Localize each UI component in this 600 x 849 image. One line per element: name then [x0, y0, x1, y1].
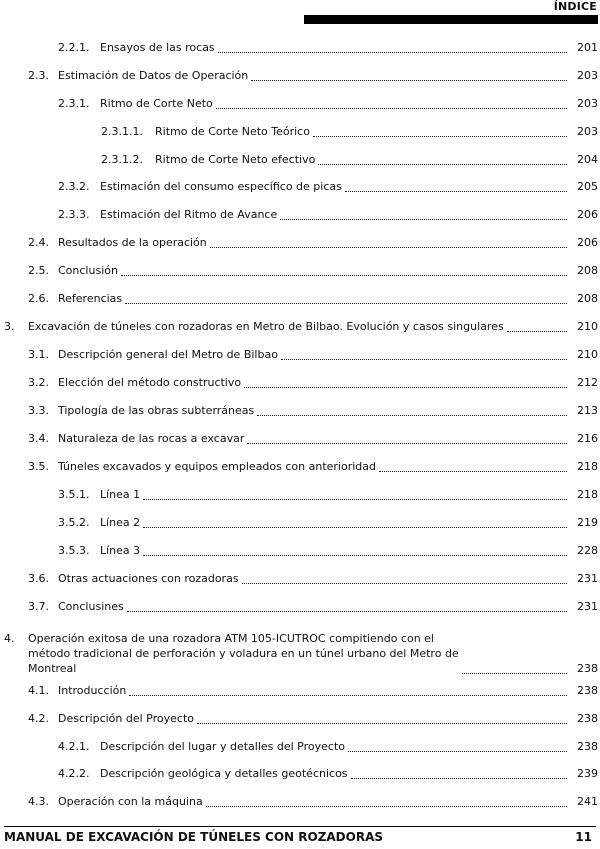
toc-entry-title: Resultados de la operación [58, 236, 207, 249]
dot-leader [197, 713, 567, 724]
toc-entry-title-line: Operación exitosa de una rozadora ATM 105-ICUTROC compitiendo con el [28, 632, 434, 645]
toc-entry-number: 4.1. [28, 684, 49, 697]
toc-entry-page: 203 [577, 69, 598, 82]
dot-leader [281, 349, 567, 360]
toc-entry[interactable] [28, 376, 598, 390]
toc-entry[interactable] [28, 460, 598, 474]
toc-entry[interactable] [28, 795, 598, 809]
toc-entry-number: 3. [4, 320, 15, 333]
toc-entry[interactable] [28, 404, 598, 418]
toc-entry-page: 218 [577, 488, 598, 501]
toc-entry-title: Conclusines [58, 600, 124, 613]
toc-entry-text [58, 180, 342, 194]
toc-entry-text [4, 320, 504, 334]
toc-entry[interactable] [28, 69, 598, 83]
dot-leader [244, 377, 567, 388]
toc-entry-page: 238 [577, 712, 598, 725]
toc-entry-number: 2.2.1. [58, 41, 90, 54]
toc-entry[interactable] [28, 572, 598, 586]
toc-entry-text [58, 544, 140, 558]
dot-leader [121, 265, 567, 276]
toc-entry-title: Túneles excavados y equipos empleados con anterioridad [58, 460, 377, 473]
toc-entry-text [28, 712, 194, 726]
toc-entry-title: Tipología de las obras subterráneas [58, 404, 255, 417]
toc-entry-number: 4. [4, 632, 15, 645]
toc-entry[interactable] [58, 544, 598, 558]
footer-page-number: 11 [575, 830, 592, 844]
dot-leader [242, 573, 567, 584]
toc-entry-text [58, 516, 140, 530]
toc-entry-page: 239 [577, 767, 598, 780]
toc-entry-title: Referencias [58, 292, 123, 305]
toc-entry-page: 231 [577, 600, 598, 613]
toc-entry-text [58, 97, 213, 111]
toc-entry[interactable] [28, 432, 598, 446]
toc-entry[interactable] [4, 631, 598, 676]
toc-entry-title: Descripción general del Metro de Bilbao [58, 348, 278, 361]
dot-leader [345, 181, 567, 192]
toc-entry-text [28, 348, 278, 362]
dot-leader [129, 685, 567, 696]
dot-leader [247, 433, 567, 444]
toc-entry-text [58, 208, 277, 222]
toc-entry-text [28, 460, 376, 474]
toc-entry-title: Elección del método constructivo [58, 376, 242, 389]
toc-entry-text [28, 292, 122, 306]
dot-leader [218, 42, 567, 53]
toc-entry-page: 228 [577, 544, 598, 557]
toc-entry-number: 2.3.3. [58, 208, 90, 221]
toc-entry-title: Línea 3 [100, 544, 141, 557]
toc-entry-page: 201 [577, 41, 598, 54]
toc-entry-page: 205 [577, 180, 598, 193]
toc-entry-title: Excavación de túneles con rozadoras en Metro de Bilbao. Evolución y casos singulares [28, 320, 504, 333]
toc-entry[interactable] [58, 516, 598, 530]
toc-entry-title: Descripción geológica y detalles geotécnicos [100, 767, 348, 780]
toc-entry-text [58, 41, 215, 55]
toc-entry-text [58, 488, 140, 502]
toc-entry-number: 3.3. [28, 404, 49, 417]
toc-entry[interactable] [28, 712, 598, 726]
toc-entry[interactable] [28, 348, 598, 362]
dot-leader [318, 154, 567, 165]
toc-entry-text [28, 600, 124, 614]
footer-rule [4, 826, 596, 827]
toc-entry-number: 2.3.1.2. [101, 153, 143, 166]
toc-entry-number: 3.5.3. [58, 544, 90, 557]
toc-entry-page: 213 [577, 404, 598, 417]
dot-leader [462, 663, 567, 674]
dot-leader [125, 293, 567, 304]
toc-entry-number: 2.6. [28, 292, 49, 305]
toc-entry-number: 4.2.2. [58, 767, 90, 780]
toc-entry-number: 3.4. [28, 432, 49, 445]
toc-entry-text [28, 432, 244, 446]
toc-entry-page: 216 [577, 432, 598, 445]
dot-leader [127, 601, 567, 612]
toc-entry-page: 231 [577, 572, 598, 585]
toc-entry-page: 238 [577, 740, 598, 753]
toc-entry-text [28, 264, 118, 278]
toc-entry[interactable] [58, 180, 598, 194]
header-title: ÍNDICE [553, 0, 597, 13]
toc-entry-page: 212 [577, 376, 598, 389]
dot-leader [206, 796, 567, 807]
toc-entry[interactable] [58, 97, 598, 111]
toc-entry-title-line: método tradicional de perforación y voladura en un túnel urbano del Metro de [28, 647, 459, 660]
footer-title: MANUAL DE EXCAVACIÓN DE TÚNELES CON ROZADORAS [4, 830, 384, 844]
toc-entry-page: 210 [577, 320, 598, 333]
toc-entry-title: Línea 2 [100, 516, 141, 529]
toc-entry-number: 3.2. [28, 376, 49, 389]
dot-leader [379, 461, 567, 472]
toc-entry-text [28, 69, 248, 83]
dot-leader [280, 209, 567, 220]
toc-entry-title: Otras actuaciones con rozadoras [58, 572, 239, 585]
toc-entry[interactable] [58, 208, 598, 222]
toc-entry-number: 2.4. [28, 236, 49, 249]
toc-entry-page: 206 [577, 236, 598, 249]
toc-entry-page: 238 [577, 662, 598, 675]
toc-entry-number: 3.5.2. [58, 516, 90, 529]
toc-entry-page: 210 [577, 348, 598, 361]
toc-entry-title: Estimación del Ritmo de Avance [100, 208, 278, 221]
toc-entry-number: 2.3.1.1. [101, 125, 143, 138]
toc-entry-number: 2.3.2. [58, 180, 90, 193]
dot-leader [251, 70, 567, 81]
toc-entry-title: Naturaleza de las rocas a excavar [58, 432, 245, 445]
dot-leader [257, 405, 567, 416]
toc-entry[interactable] [28, 292, 598, 306]
toc-entry-number: 4.2.1. [58, 740, 90, 753]
toc-entry[interactable] [101, 125, 598, 139]
toc-entry[interactable] [28, 600, 598, 614]
dot-leader [210, 237, 567, 248]
dot-leader [313, 126, 567, 137]
toc-entry-text [28, 236, 207, 250]
toc-entry-text [101, 153, 315, 167]
toc-entry-page: 204 [577, 153, 598, 166]
toc-entry-title: Descripción del Proyecto [58, 712, 195, 725]
toc-entry-title: Descripción del lugar y detalles del Proyecto [100, 740, 345, 753]
toc-entry-number: 2.5. [28, 264, 49, 277]
toc-entry[interactable] [101, 153, 598, 167]
toc-entry-title: Conclusión [58, 264, 118, 277]
toc-entry-text [28, 572, 239, 586]
toc-entry-text [28, 376, 241, 390]
toc-entry-page: 238 [577, 684, 598, 697]
toc-entry[interactable] [28, 684, 598, 698]
toc-entry[interactable] [4, 320, 598, 334]
dot-leader [216, 98, 567, 109]
toc-entry-title: Estimación del consumo específico de picas [100, 180, 342, 193]
toc-entry-page: 218 [577, 460, 598, 473]
toc-entry-page: 241 [577, 795, 598, 808]
dot-leader [143, 489, 567, 500]
toc-entry[interactable] [28, 236, 598, 250]
toc-entry-number: 2.3. [28, 69, 49, 82]
dot-leader [348, 741, 567, 752]
toc-entry-text [28, 404, 254, 418]
toc-entry-text [28, 684, 126, 698]
toc-entry-page: 203 [577, 97, 598, 110]
toc-entry-number: 2.3.1. [58, 97, 90, 110]
dot-leader [143, 545, 567, 556]
toc-entry-page: 219 [577, 516, 598, 529]
dot-leader [351, 768, 567, 779]
toc-entry-number: 3.5.1. [58, 488, 90, 501]
toc-entry-text [4, 631, 459, 676]
toc-entry-text [28, 795, 203, 809]
toc-entry-text [58, 767, 348, 781]
toc-entry-page: 206 [577, 208, 598, 221]
toc-entry[interactable] [58, 488, 598, 502]
toc-entry-text [101, 125, 310, 139]
toc-entry-title: Ritmo de Corte Neto [100, 97, 213, 110]
toc-entry-number: 3.7. [28, 600, 49, 613]
toc-entry[interactable] [58, 767, 598, 781]
toc-entry-title: Ritmo de Corte Neto Teórico [155, 125, 310, 138]
toc-entry[interactable] [58, 41, 598, 55]
toc-entry-page: 203 [577, 125, 598, 138]
toc-entry-number: 3.5. [28, 460, 49, 473]
toc-entry-title: Línea 1 [100, 488, 141, 501]
toc-entry-title: Ritmo de Corte Neto efectivo [155, 153, 316, 166]
toc-entry-title: Introducción [58, 684, 127, 697]
toc-entry-text [58, 740, 345, 754]
toc-entry-title: Estimación de Datos de Operación [58, 69, 249, 82]
toc-entry-title-line: Montreal [28, 662, 77, 675]
toc-entry[interactable] [58, 740, 598, 754]
toc-entry-number: 4.3. [28, 795, 49, 808]
dot-leader [143, 517, 567, 528]
toc-entry-number: 3.6. [28, 572, 49, 585]
toc-entry-title: Operación con la máquina [58, 795, 203, 808]
toc-entry-number: 4.2. [28, 712, 49, 725]
toc-entry[interactable] [28, 264, 598, 278]
toc-entry-page: 208 [577, 264, 598, 277]
toc-entry-page: 208 [577, 292, 598, 305]
toc-entry-title: Ensayos de las rocas [100, 41, 215, 54]
toc-entry-number: 3.1. [28, 348, 49, 361]
dot-leader [507, 321, 567, 332]
